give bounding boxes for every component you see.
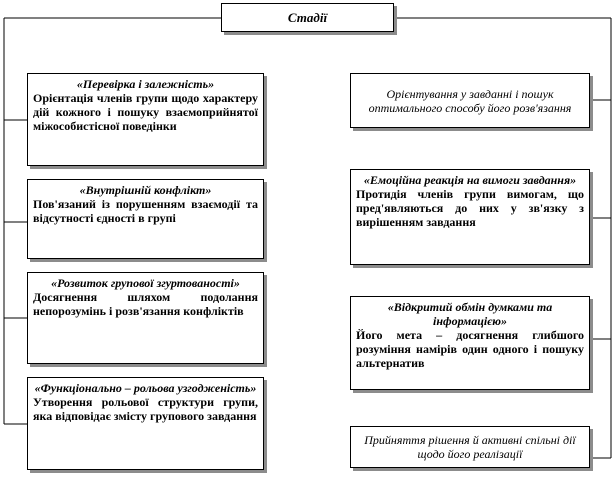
stage-title: «Внутрішній конфлікт» <box>79 183 212 197</box>
stage-title: «Відкритий обмін думками та інформацією» <box>387 300 553 328</box>
stage-box-task-orientation <box>350 73 590 128</box>
stage-title: Прийняття рішення й активні спільні дії щодо його реалізації <box>364 433 576 461</box>
stages-header-title: Стадії <box>287 9 328 25</box>
stage-box-open-exchange <box>350 296 590 390</box>
stages-header-box <box>221 3 394 32</box>
stage-text: Досягнення шляхом подолання непорозумінь і розв'язання конфліктів <box>33 290 258 318</box>
stage-text: Протидія членів групи вимогам, що пред'являються до них у зв'язку з вирішенням завдання <box>356 187 584 229</box>
stage-text: Пов'язаний із порушенням взаємодії та відсутності єдності в групі <box>33 197 258 225</box>
stage-text: Орієнтація членів групи щодо характеру дій кожного і пошуку взаємоприйнятої міжособистісної поведінки <box>33 91 258 133</box>
stage-box-checking-and-dependence <box>27 73 264 166</box>
stage-box-functional-role-coordination <box>27 377 264 470</box>
stage-title: «Перевірка і залежність» <box>76 77 215 91</box>
stage-title: «Функціонально – рольова узгодженість» <box>34 381 257 395</box>
stage-box-group-cohesion <box>27 272 264 364</box>
stage-text: Його мета – досягнення глибшого розуміння намірів один одного і пошуку альтернатив <box>356 328 584 370</box>
stage-title: «Розвиток групової згуртованості» <box>51 276 240 290</box>
stage-box-decision-making <box>350 426 590 468</box>
stage-text: Утворення рольової структури групи, яка відповідає змісту групового завдання <box>33 395 258 423</box>
stage-box-emotional-reaction <box>350 169 590 265</box>
stage-box-internal-conflict <box>27 179 264 259</box>
stage-title: «Емоційна реакція на вимоги завдання» <box>363 173 577 187</box>
stage-title: Орієнтування у завданні і пошук оптимального способу його розв'язання <box>368 86 572 115</box>
